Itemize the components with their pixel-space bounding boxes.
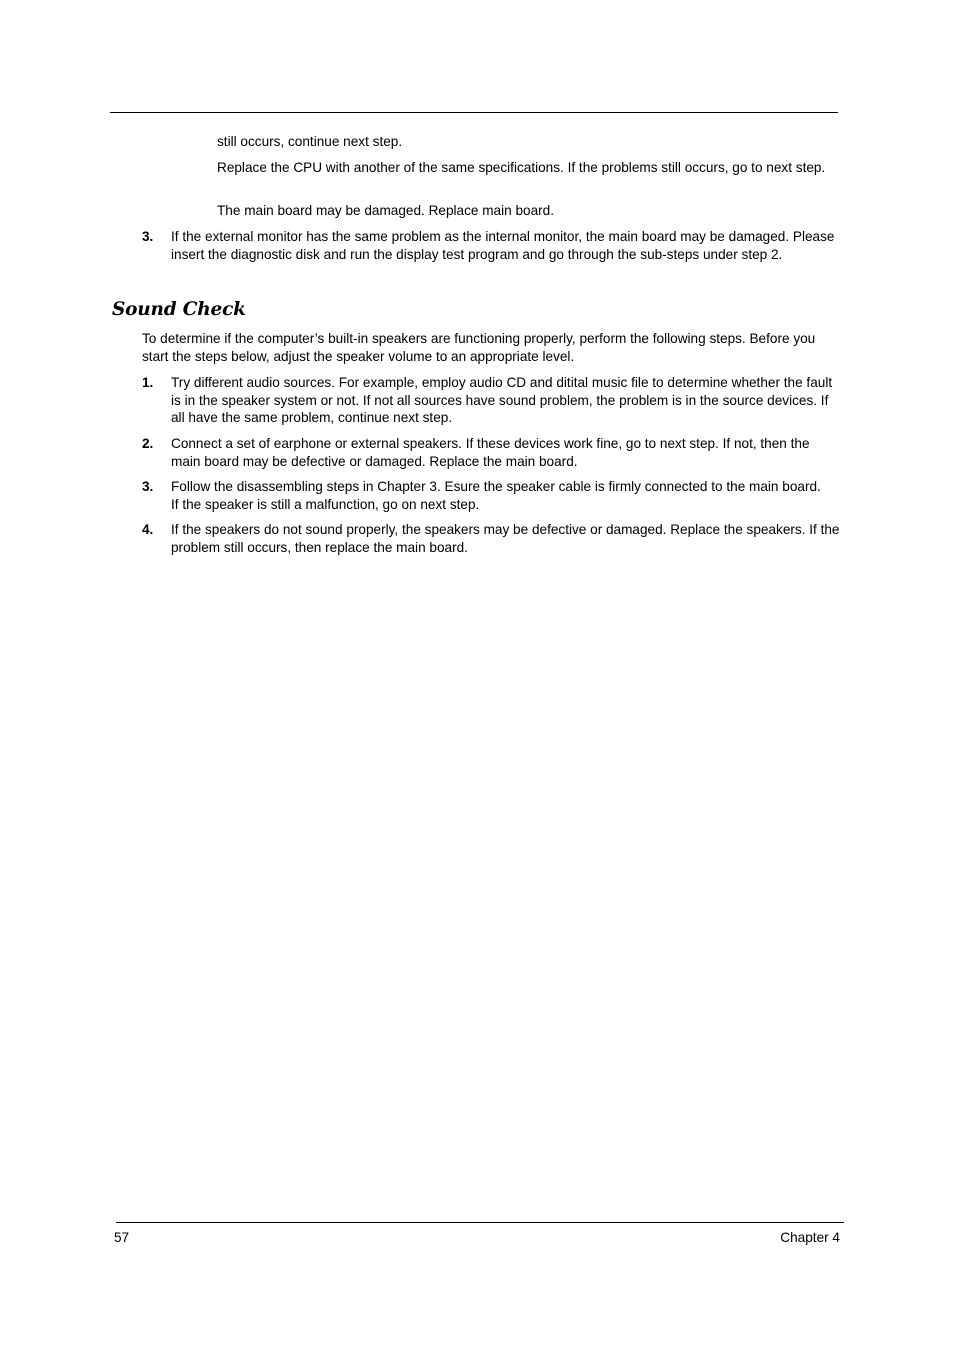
step-text: If the external monitor has the same problem as the internal monitor, the main board may be damaged. Please insert the diagnostic disk and run the display test program and go through the sub-steps under step 2. <box>171 229 835 262</box>
step-text: If the speakers do not sound properly, the speakers may be defective or damaged. Replace the speakers. If the problem still occurs, then replace the main board. <box>171 522 840 555</box>
step-number: 3. <box>142 479 154 494</box>
step-text: Try different audio sources. For example, employ audio CD and ditital music file to determine whether the fault is in the speaker system or not. If not all sources have sound problem, the problem is in the source devices. If all have the same problem, continue next step. <box>171 375 833 426</box>
section-intro: To determine if the computer’s built-in speakers are functioning properly, perform the following steps. Before you start the steps below, adjust the speaker volume to an appropriate level. <box>142 331 816 364</box>
step-number: 3. <box>142 229 154 244</box>
page-number: 57 <box>114 1230 130 1245</box>
step-number: 4. <box>142 522 154 537</box>
continuation-text: The main board may be damaged. Replace main board. <box>217 203 555 218</box>
step-number: 2. <box>142 436 154 451</box>
step-text: Follow the disassembling steps in Chapter 3. Esure the speaker cable is firmly connected to the main board. If the speaker is still a malfunction, go on next step. <box>171 479 821 512</box>
header-rule <box>110 112 838 113</box>
footer-rule <box>116 1222 844 1223</box>
section-title: Sound Check <box>112 299 246 320</box>
continuation-text: Replace the CPU with another of the same specifications. If the problems still occurs, go to next step. <box>217 160 826 175</box>
chapter-label: Chapter 4 <box>780 1230 840 1245</box>
continuation-text: still occurs, continue next step. <box>217 134 403 149</box>
step-text: Connect a set of earphone or external speakers. If these devices work fine, go to next step. If not, then the main board may be defective or damaged. Replace the main board. <box>171 436 810 469</box>
step-number: 1. <box>142 375 154 390</box>
